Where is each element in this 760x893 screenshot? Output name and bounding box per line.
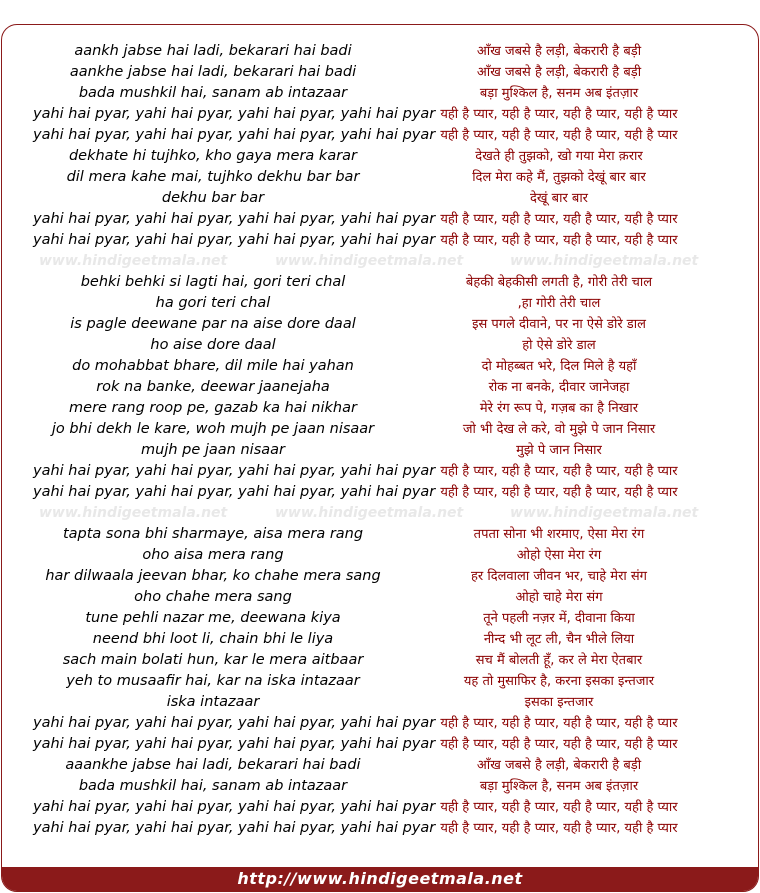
hindi-lyric-line: दिल मेरा कहे मैं, तुझको देखूं बार बार bbox=[472, 170, 646, 185]
hindi-lyric-line: यही है प्यार, यही है प्यार, यही है प्यार, यही है प्यार bbox=[440, 716, 678, 731]
hindi-lyric-line: तपता सोना भी शरमाए, ऐसा मेरा रंग bbox=[473, 527, 645, 542]
english-lyric-line: yahi hai pyar, yahi hai pyar, yahi hai pyar, yahi hai pyar bbox=[33, 127, 436, 143]
english-lyric-line: dekhu bar bar bbox=[161, 190, 265, 206]
english-lyric-line: aaankhe jabse hai ladi, bekarari hai badi bbox=[65, 757, 361, 773]
hindi-lyric-line: जो भी देख ले करे, वो मुझे पे जान निसार bbox=[462, 422, 656, 437]
watermark-text: www.hindigeetmala.net bbox=[275, 253, 464, 269]
hindi-lyric-line: ओहो ऐसा मेरा रंग bbox=[516, 548, 602, 563]
hindi-lyric-line: आँख जबसे है लड़ी, बेकरारी है बड़ी bbox=[476, 758, 642, 773]
english-lyrics-column bbox=[33, 41, 436, 839]
hindi-lyric-line: हो ऐसे डोरे डाल bbox=[522, 338, 596, 353]
hindi-lyric-line: इसका इन्तजार bbox=[524, 695, 594, 710]
hindi-lyric-line: नीन्द भी लूट ली, चैन भीले लिया bbox=[483, 632, 635, 647]
english-lyric-line: aankhe jabse hai ladi, bekarari hai badi bbox=[69, 64, 357, 80]
english-lyric-line: har dilwaala jeevan bhar, ko chahe mera sang bbox=[45, 568, 381, 584]
hindi-lyric-line: सच मैं बोलती हूँ, कर ले मेरा ऐतबार bbox=[475, 653, 643, 668]
english-lyric-line: is pagle deewane par na aise dore daal bbox=[70, 316, 356, 332]
english-lyric-line: dekhate hi tujhko, kho gaya mera karar bbox=[68, 148, 358, 164]
footer-url-link[interactable]: http://www.hindigeetmala.net bbox=[237, 869, 523, 888]
lyrics-card bbox=[1, 24, 759, 892]
hindi-lyric-line: देखते ही तुझको, खो गया मेरा क़रार bbox=[475, 149, 643, 164]
hindi-lyric-line: यही है प्यार, यही है प्यार, यही है प्यार, यही है प्यार bbox=[440, 107, 678, 122]
hindi-lyric-line: देखूं बार बार bbox=[529, 191, 589, 206]
hindi-lyric-line: यह तो मुसाफिर है, करना इसका इन्तजार bbox=[463, 674, 655, 689]
english-lyric-line: oho aisa mera rang bbox=[142, 547, 284, 563]
stanza-gap bbox=[33, 503, 393, 524]
hindi-lyric-line: हर दिलवाला जीवन भर, चाहे मेरा संग bbox=[470, 569, 647, 584]
english-lyric-line: sach main bolati hun, kar le mera aitbaar bbox=[62, 652, 364, 668]
english-lyric-line: aankh jabse hai ladi, bekarari hai badi bbox=[74, 43, 352, 59]
english-lyric-line: rok na banke, deewar jaanejaha bbox=[96, 379, 330, 395]
watermark-text: www.hindigeetmala.net bbox=[510, 505, 699, 521]
footer-bar bbox=[2, 867, 758, 891]
hindi-lyric-line: ओहो चाहे मेरा संग bbox=[515, 590, 603, 605]
watermark-text: www.hindigeetmala.net bbox=[39, 505, 228, 521]
english-lyric-line: jo bhi dekh le kare, woh mujh pe jaan nisaar bbox=[51, 421, 375, 437]
hindi-lyric-line: यही है प्यार, यही है प्यार, यही है प्यार, यही है प्यार bbox=[440, 800, 678, 815]
hindi-lyric-line: ,हा गोरी तेरी चाल bbox=[517, 296, 601, 311]
english-lyric-line: yahi hai pyar, yahi hai pyar, yahi hai pyar, yahi hai pyar bbox=[33, 715, 436, 731]
hindi-lyric-line: बेहकी बेहकीसी लगती है, गोरी तेरी चाल bbox=[465, 275, 653, 290]
hindi-lyric-line: यही है प्यार, यही है प्यार, यही है प्यार, यही है प्यार bbox=[440, 233, 678, 248]
hindi-lyric-line: आँख जबसे है लड़ी, बेकरारी है बड़ी bbox=[476, 65, 642, 80]
english-lyric-line: yeh to musaafir hai, kar na iska intazaar bbox=[66, 673, 360, 689]
english-lyric-line: ho aise dore daal bbox=[150, 337, 276, 353]
hindi-lyrics-column bbox=[379, 41, 739, 839]
hindi-lyric-line: मेरे रंग रूप पे, गज़ब का है निखार bbox=[479, 401, 639, 416]
stanza-gap bbox=[33, 251, 393, 272]
hindi-lyric-line: यही है प्यार, यही है प्यार, यही है प्यार, यही है प्यार bbox=[440, 737, 678, 752]
watermark-text: www.hindigeetmala.net bbox=[510, 253, 699, 269]
hindi-lyric-line: यही है प्यार, यही है प्यार, यही है प्यार, यही है प्यार bbox=[440, 464, 678, 479]
english-lyric-line: iska intazaar bbox=[166, 694, 260, 710]
hindi-lyric-line: रोक ना बनके, दीवार जानेजहा bbox=[488, 380, 630, 395]
english-lyric-line: tapta sona bhi sharmaye, aisa mera rang bbox=[62, 526, 364, 542]
hindi-lyric-line: आँख जबसे है लड़ी, बेकरारी है बड़ी bbox=[476, 44, 642, 59]
english-lyric-line: neend bhi loot li, chain bhi le liya bbox=[92, 631, 334, 647]
watermark-text: www.hindigeetmala.net bbox=[39, 253, 228, 269]
stanza-gap bbox=[379, 251, 739, 272]
english-lyric-line: ha gori teri chal bbox=[155, 295, 271, 311]
english-lyric-line: yahi hai pyar, yahi hai pyar, yahi hai pyar, yahi hai pyar bbox=[33, 211, 436, 227]
english-lyric-line: mere rang roop pe, gazab ka hai nikhar bbox=[69, 400, 357, 416]
hindi-lyric-line: यही है प्यार, यही है प्यार, यही है प्यार, यही है प्यार bbox=[440, 128, 678, 143]
english-lyric-line: yahi hai pyar, yahi hai pyar, yahi hai pyar, yahi hai pyar bbox=[33, 106, 436, 122]
english-lyric-line: oho chahe mera sang bbox=[134, 589, 292, 605]
english-lyric-line: bada mushkil hai, sanam ab intazaar bbox=[78, 85, 348, 101]
hindi-lyric-line: मुझे पे जान निसार bbox=[516, 443, 602, 458]
english-lyric-line: yahi hai pyar, yahi hai pyar, yahi hai pyar, yahi hai pyar bbox=[33, 484, 436, 500]
hindi-lyric-line: यही है प्यार, यही है प्यार, यही है प्यार, यही है प्यार bbox=[440, 821, 678, 836]
hindi-lyric-line: बड़ा मुश्किल है, सनम अब इंतज़ार bbox=[479, 86, 639, 101]
english-lyric-line: tune pehli nazar me, deewana kiya bbox=[85, 610, 341, 626]
english-lyric-line: dil mera kahe mai, tujhko dekhu bar bar bbox=[66, 169, 360, 185]
english-lyric-line: mujh pe jaan nisaar bbox=[141, 442, 285, 458]
hindi-lyric-line: यही है प्यार, यही है प्यार, यही है प्यार, यही है प्यार bbox=[440, 212, 678, 227]
hindi-lyric-line: तूने पहली नज़र में, दीवाना किया bbox=[483, 611, 635, 626]
english-lyric-line: yahi hai pyar, yahi hai pyar, yahi hai pyar, yahi hai pyar bbox=[33, 463, 436, 479]
english-lyric-line: yahi hai pyar, yahi hai pyar, yahi hai pyar, yahi hai pyar bbox=[33, 799, 436, 815]
english-lyric-line: yahi hai pyar, yahi hai pyar, yahi hai pyar, yahi hai pyar bbox=[33, 232, 436, 248]
stanza-gap bbox=[379, 503, 739, 524]
watermark-text: www.hindigeetmala.net bbox=[275, 505, 464, 521]
hindi-lyric-line: दो मोहब्बत भरे, दिल मिले है यहाँ bbox=[481, 359, 637, 374]
hindi-lyric-line: बड़ा मुश्किल है, सनम अब इंतज़ार bbox=[479, 779, 639, 794]
english-lyric-line: yahi hai pyar, yahi hai pyar, yahi hai pyar, yahi hai pyar bbox=[33, 820, 436, 836]
hindi-lyric-line: इस पगले दीवाने, पर ना ऐसे डोरे डाल bbox=[472, 317, 646, 332]
english-lyric-line: do mohabbat bhare, dil mile hai yahan bbox=[72, 358, 354, 374]
hindi-lyric-line: यही है प्यार, यही है प्यार, यही है प्यार, यही है प्यार bbox=[440, 485, 678, 500]
english-lyric-line: behki behki si lagti hai, gori teri chal bbox=[80, 274, 346, 290]
english-lyric-line: yahi hai pyar, yahi hai pyar, yahi hai pyar, yahi hai pyar bbox=[33, 736, 436, 752]
english-lyric-line: bada mushkil hai, sanam ab intazaar bbox=[78, 778, 348, 794]
